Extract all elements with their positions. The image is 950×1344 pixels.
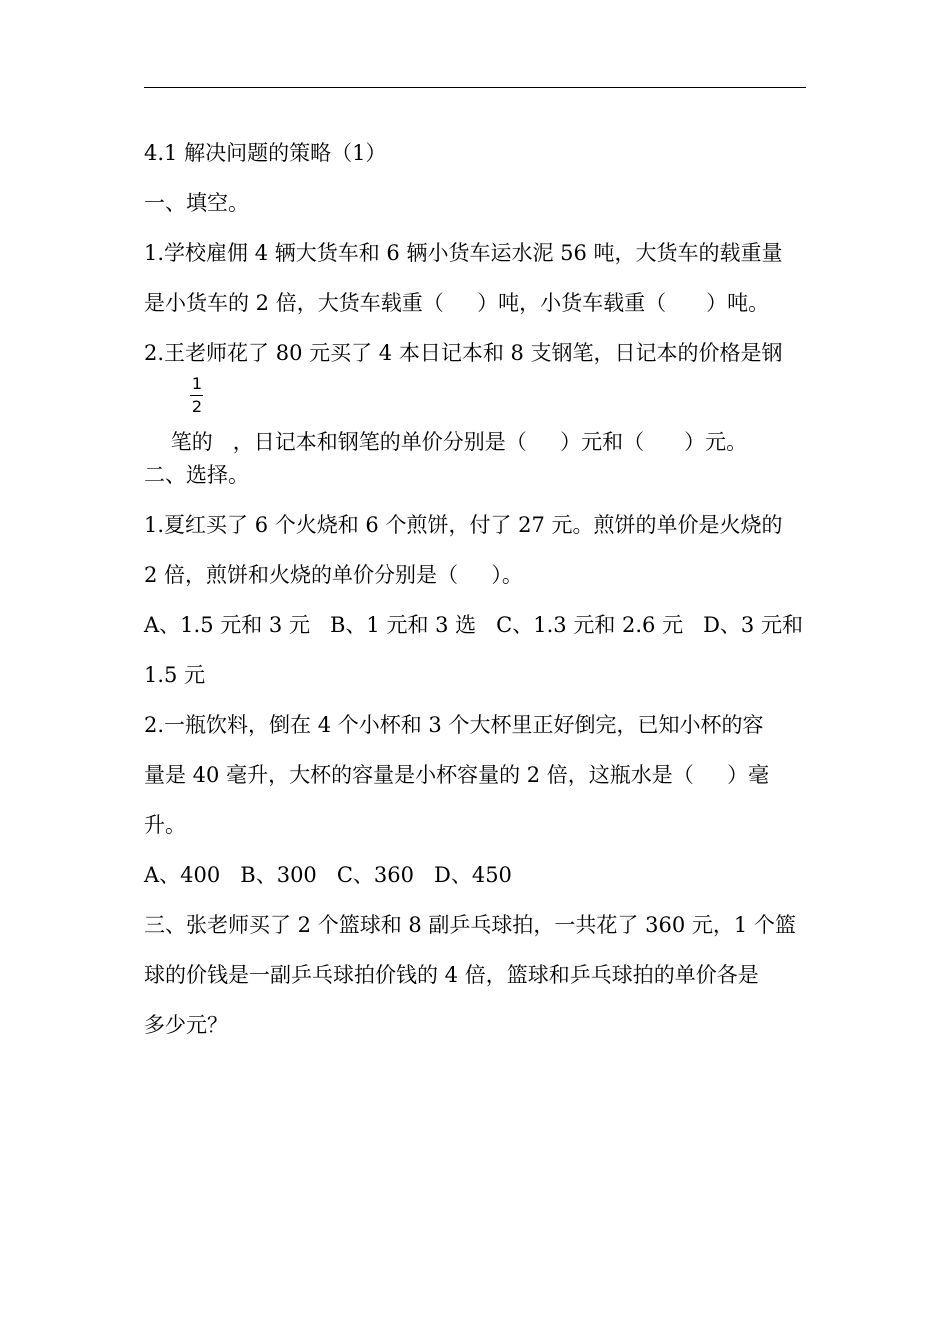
fraction-bar	[190, 395, 203, 396]
choice-question-1-line-1: 1.夏红买了 6 个火烧和 6 个煎饼，付了 27 元。煎饼的单价是火烧的	[144, 513, 783, 537]
fill-question-2-line-2-pre: 笔的	[170, 430, 213, 454]
fill-question-2-line-2-post: ，日记本和钢笔的单价分别是（ ）元和（ ）元。	[232, 430, 748, 454]
choice-question-1-options-line-1: A、1.5 元和 3 元 B、1 元和 3 选 C、1.3 元和 2.6 元 D、3 元和	[144, 613, 803, 637]
fill-question-2-line-1: 2.王老师花了 80 元买了 4 本日记本和 8 支钢笔，日记本的价格是钢	[144, 341, 783, 365]
page-title: 4.1 解决问题的策略（1）	[144, 141, 387, 165]
header-rule	[144, 87, 806, 88]
problem-section-line-2: 球的价钱是一副乒乓球拍价钱的 4 倍，篮球和乒乓球拍的单价各是	[144, 963, 759, 987]
section-fill-heading: 一、填空。	[144, 191, 249, 215]
problem-section-line-1: 三、张老师买了 2 个篮球和 8 副乒乓球拍，一共花了 360 元，1 个篮	[144, 913, 796, 937]
fill-question-1-line-1: 1.学校雇佣 4 辆大货车和 6 辆小货车运水泥 56 吨，大货车的载重量	[144, 241, 783, 265]
choice-question-1-options-line-2: 1.5 元	[144, 663, 206, 687]
fill-question-1-line-2: 是小货车的 2 倍，大货车载重（ ）吨，小货车载重（ ）吨。	[144, 291, 770, 315]
fraction-denominator: 2	[191, 397, 203, 416]
fraction-numerator: 1	[191, 374, 203, 393]
choice-question-1-line-2: 2 倍，煎饼和火烧的单价分别是（ ）。	[144, 563, 523, 587]
problem-section-line-3: 多少元？	[144, 1013, 228, 1037]
choice-question-2-line-3: 升。	[144, 813, 186, 837]
choice-question-2-line-1: 2.一瓶饮料，倒在 4 个小杯和 3 个大杯里正好倒完，已知小杯的容	[144, 713, 764, 737]
choice-question-2-line-2: 量是 40 毫升，大杯的容量是小杯容量的 2 倍，这瓶水是（ ）毫	[144, 763, 770, 787]
section-choice-heading: 二、选择。	[144, 463, 249, 487]
choice-question-2-options: A、400 B、300 C、360 D、450	[144, 863, 512, 887]
